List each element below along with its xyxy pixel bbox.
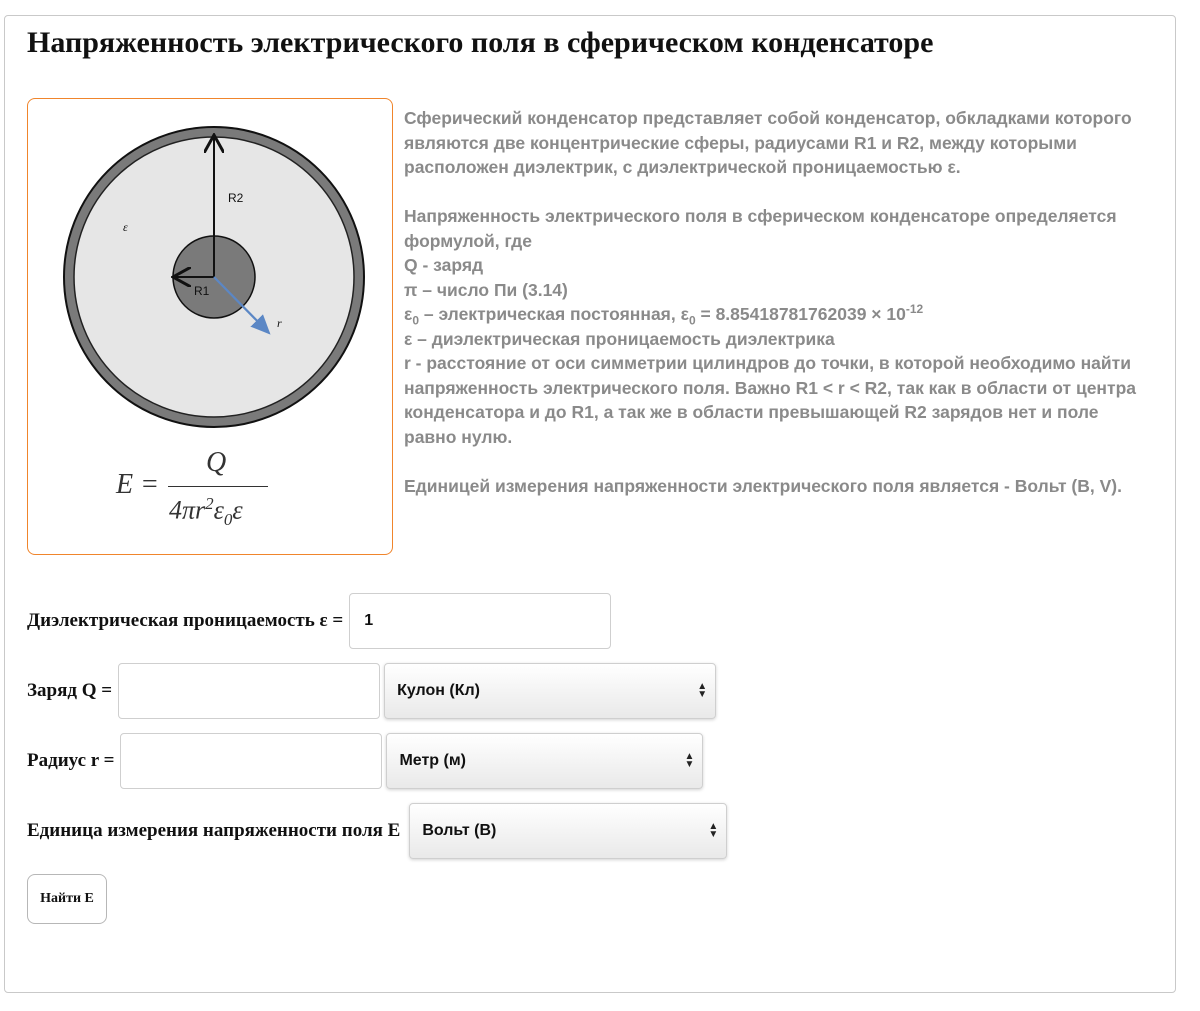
description: [404, 106, 1144, 498]
label-r2: R2: [228, 191, 244, 205]
description-formula-intro: Напряженность электрического поля в сферическом конденсаторе определяется формулой, где: [404, 206, 1117, 251]
description-unit: Единицей измерения напряженности электрического поля является - Вольт (В, V).: [404, 475, 1122, 496]
charge-unit-value: Кулон (Кл): [397, 682, 480, 699]
charge-label: Заряд Q =: [27, 680, 113, 701]
radius-unit-value: Метр (м): [399, 752, 466, 769]
description-intro: Сферический конденсатор представляет собой конденсатор, обкладками которого являются две концентрические сферы, радиусами R1 и R2, между которыми расположен диэлектрик, с диэлектрической проницаемостью ε.: [404, 108, 1132, 177]
description-r: r - расстояние от оси симметрии цилиндров до точки, в которой необходимо найти напряженность электрического поля. Важно R1 < r < R2, так как в области от центра конденсатора и до R1, а так же в области превышающей R2 зарядов нет и поле равно нулю.: [404, 353, 1136, 447]
radius-row: [27, 733, 703, 789]
label-eps: ε: [123, 220, 128, 234]
formula-numerator: Q: [206, 447, 227, 478]
find-e-button[interactable]: Найти E: [27, 874, 107, 924]
radius-input[interactable]: [120, 733, 382, 789]
formula-lhs: E =: [116, 469, 159, 500]
select-arrows-icon: ▲ ▼: [708, 821, 719, 840]
radius-label: Радиус r =: [27, 750, 115, 771]
field-unit-select[interactable]: [409, 803, 727, 859]
formula-denominator: $4\pi r^2\varepsilon_0\varepsilon$: [169, 494, 243, 529]
page-title: Напряженность электрического поля в сферическом конденсаторе: [27, 26, 934, 59]
select-arrows-icon: ▲ ▼: [697, 681, 708, 700]
eps-label: Диэлектрическая проницаемость ε =: [27, 610, 344, 631]
charge-row: [27, 663, 716, 719]
radius-unit-select[interactable]: [386, 733, 703, 789]
field-unit-row: [27, 803, 727, 859]
eps-input[interactable]: [349, 593, 611, 649]
select-arrows-icon: ▲ ▼: [684, 751, 695, 770]
label-r: r: [277, 316, 282, 330]
label-r1: R1: [194, 284, 210, 298]
fraction-line: [168, 486, 268, 487]
description-eps: ε – диэлектрическая проницаемость диэлектрика: [404, 328, 835, 349]
capacitor-figure: [27, 98, 393, 555]
description-eps0: $\varepsilon_0$ – электрическая постоянная, $\varepsilon_0 = 8.85418781762039 \times 10^{-12}$: [404, 302, 924, 328]
field-formula: [28, 439, 394, 539]
charge-unit-select[interactable]: [384, 663, 716, 719]
field-unit-label: Единица измерения напряженности поля E: [27, 820, 401, 841]
charge-input[interactable]: [118, 663, 380, 719]
eps-row: [27, 593, 611, 649]
capacitor-diagram: [28, 99, 394, 439]
description-pi: π – число Пи (3.14): [404, 279, 568, 300]
field-unit-value: Вольт (В): [422, 822, 497, 839]
description-q: Q - заряд: [404, 255, 484, 275]
